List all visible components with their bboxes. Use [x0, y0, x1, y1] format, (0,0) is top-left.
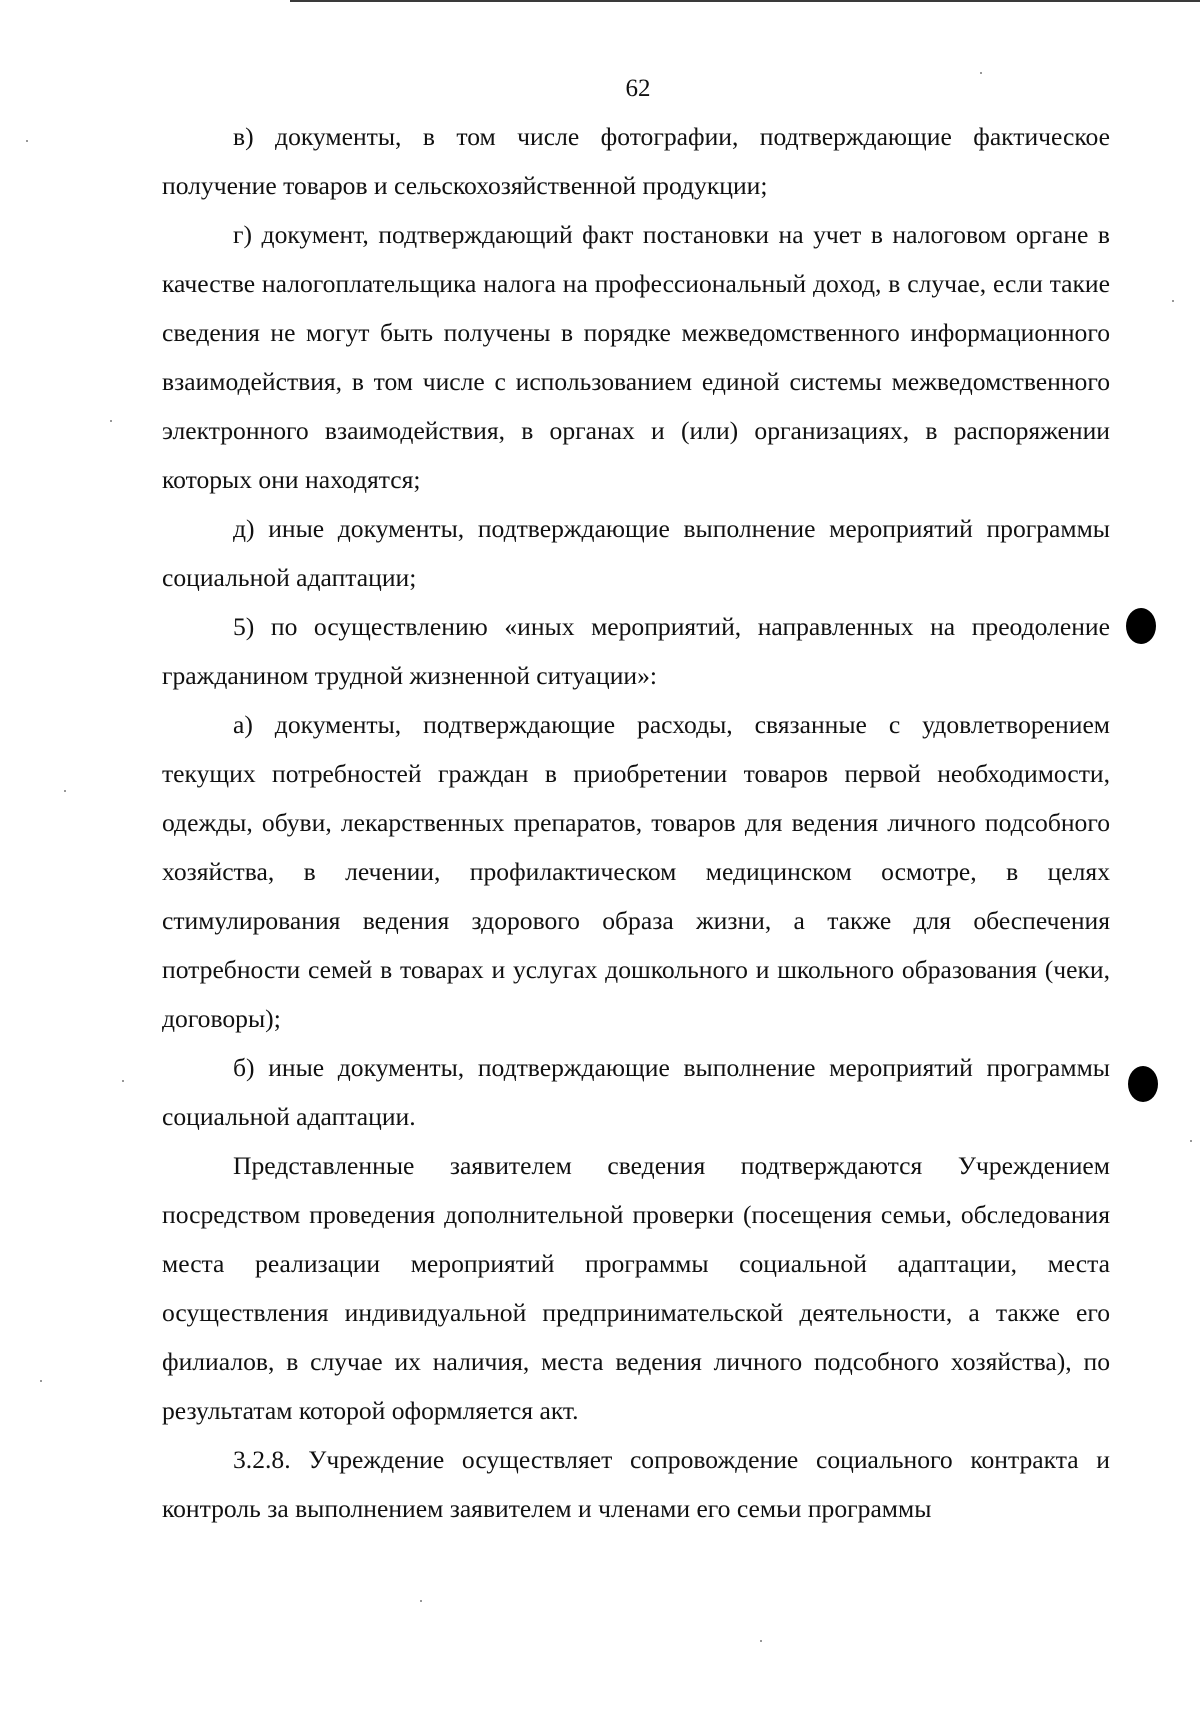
- scan-speck: [420, 1600, 422, 1602]
- scan-speck: [1190, 1140, 1192, 1142]
- scan-speck: [26, 140, 28, 142]
- paragraph-item-g: г) документ, подтверждающий факт постановки на учет в налоговом органе в качестве налогоплательщика налога на профессиональный доход, в случае, если такие сведения не могут быть получены в порядке межведомственного информационного взаимодействия, в том числе с использованием единой системы межведомственного электронного взаимодействия, в органах и (или) организациях, в распоряжении которых они находятся;: [162, 220, 1110, 494]
- scan-speck: [40, 1380, 42, 1382]
- paragraph-item-a: а) документы, подтверждающие расходы, связанные с удовлетворением текущих потребностей граждан в приобретении товаров первой необходимости, одежды, обуви, лекарственных препаратов, товаров для ведения личного подсобного хозяйства, в лечении, профилактическом медицинском осмотре, в целях стимулирования ведения здорового образа жизни, а также для обеспечения потребности семей в товарах и услугах дошкольного и школьного образования (чеки, договоры);: [162, 710, 1110, 1033]
- scan-speck: [110, 420, 112, 422]
- binder-hole-mark: [1128, 1066, 1158, 1102]
- document-body: [162, 112, 1110, 1533]
- paragraph-item-b: б) иные документы, подтверждающие выполнение мероприятий программы социальной адаптации.: [162, 1053, 1110, 1131]
- scan-speck: [1172, 300, 1174, 302]
- scan-speck: [64, 790, 66, 792]
- scan-speck: [980, 72, 982, 74]
- paragraph-3-2-8: 3.2.8. Учреждение осуществляет сопровождение социального контракта и контроль за выполнением заявителем и членами его семьи программы: [162, 1445, 1110, 1523]
- binder-hole-mark: [1126, 608, 1156, 644]
- paragraph-item-5: 5) по осуществлению «иных мероприятий, направленных на преодоление гражданином трудной жизненной ситуации»:: [162, 612, 1110, 690]
- top-border-line: [290, 0, 1200, 2]
- page-number: 62: [625, 75, 651, 102]
- paragraph-item-v: в) документы, в том числе фотографии, подтверждающие фактическое получение товаров и сельскохозяйственной продукции;: [162, 122, 1110, 200]
- scan-speck: [122, 1080, 124, 1082]
- scan-speck: [760, 1640, 762, 1642]
- paragraph-item-d: д) иные документы, подтверждающие выполнение мероприятий программы социальной адаптации;: [162, 514, 1110, 592]
- paragraph-verification: Представленные заявителем сведения подтверждаются Учреждением посредством проведения дополнительной проверки (посещения семьи, обследования места реализации мероприятий программы социальной адаптации, места осуществления индивидуальной предпринимательской деятельности, а также его филиалов, в случае их наличия, места ведения личного подсобного хозяйства), по результатам которой оформляется акт.: [162, 1151, 1110, 1425]
